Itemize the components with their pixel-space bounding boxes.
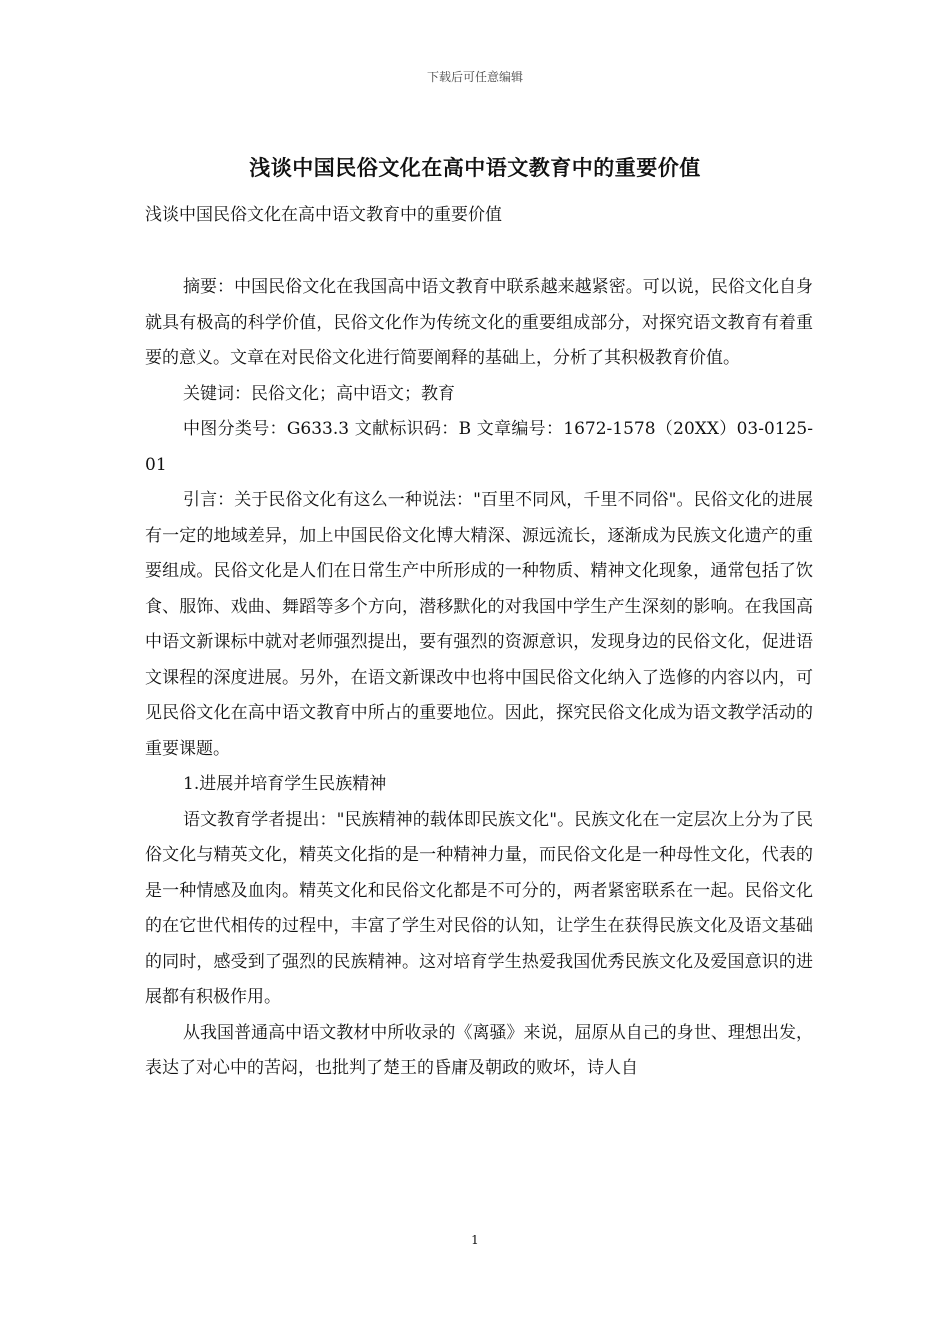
document-body (145, 270, 813, 1087)
document-subtitle: 浅谈中国民俗文化在高中语文教育中的重要价值 (145, 205, 502, 225)
classification-paragraph: 中图分类号：G633.3 文献标识码：B 文章编号：1672-1578（20XX）03-0125-01 (145, 419, 813, 475)
body-paragraph: 语文教育学者提出："民族精神的载体即民族文化"。民族文化在一定层次上分为了民俗文化与精英文化，精英文化指的是一种精神力量，而民俗文化是一种母性文化，代表的是一种情感及血肉。精英文化和民俗文化都是不可分的，两者紧密联系在一起。民俗文化的在它世代相传的过程中，丰富了学生对民俗的认知，让学生在获得民族文化及语文基础的同时，感受到了强烈的民族精神。这对培育学生热爱我国优秀民族文化及爱国意识的进展都有积极作用。 (145, 809, 813, 1007)
intro-paragraph: 引言：关于民俗文化有这么一种说法："百里不同风，千里不同俗"。民俗文化的进展有一定的地域差异，加上中国民俗文化博大精深、源远流长，逐渐成为民族文化遗产的重要组成。民俗文化是人们在日常生产中所形成的一种物质、精神文化现象，通常包括了饮食、服饰、戏曲、舞蹈等多个方向，潜移默化的对我国中学生产生深刻的影响。在我国高中语文新课标中就对老师强烈提出，要有强烈的资源意识，发现身边的民俗文化，促进语文课程的深度进展。另外，在语文新课改中也将中国民俗文化纳入了选修的内容以内，可见民俗文化在高中语文教育中所占的重要地位。因此，探究民俗文化成为语文教学活动的重要课题。 (145, 490, 813, 759)
document-title: 浅谈中国民俗文化在高中语文教育中的重要价值 (249, 155, 701, 180)
page-number: 1 (471, 1233, 479, 1247)
abstract-paragraph: 摘要：中国民俗文化在我国高中语文教育中联系越来越紧密。可以说，民俗文化自身就具有极高的科学价值，民俗文化作为传统文化的重要组成部分，对探究语文教育有着重要的意义。文章在对民俗文化进行简要阐释的基础上，分析了其积极教育价值。 (145, 277, 813, 368)
keywords-paragraph: 关键词：民俗文化；高中语文；教育 (183, 383, 455, 404)
section-heading: 1.进展并培育学生民族精神 (183, 774, 387, 794)
body-paragraph: 从我国普通高中语文教材中所收录的《离骚》来说，屈原从自己的身世、理想出发，表达了对心中的苦闷，也批判了楚王的昏庸及朝政的败坏，诗人自 (145, 1022, 813, 1078)
header-note: 下载后可任意编辑 (426, 70, 523, 84)
